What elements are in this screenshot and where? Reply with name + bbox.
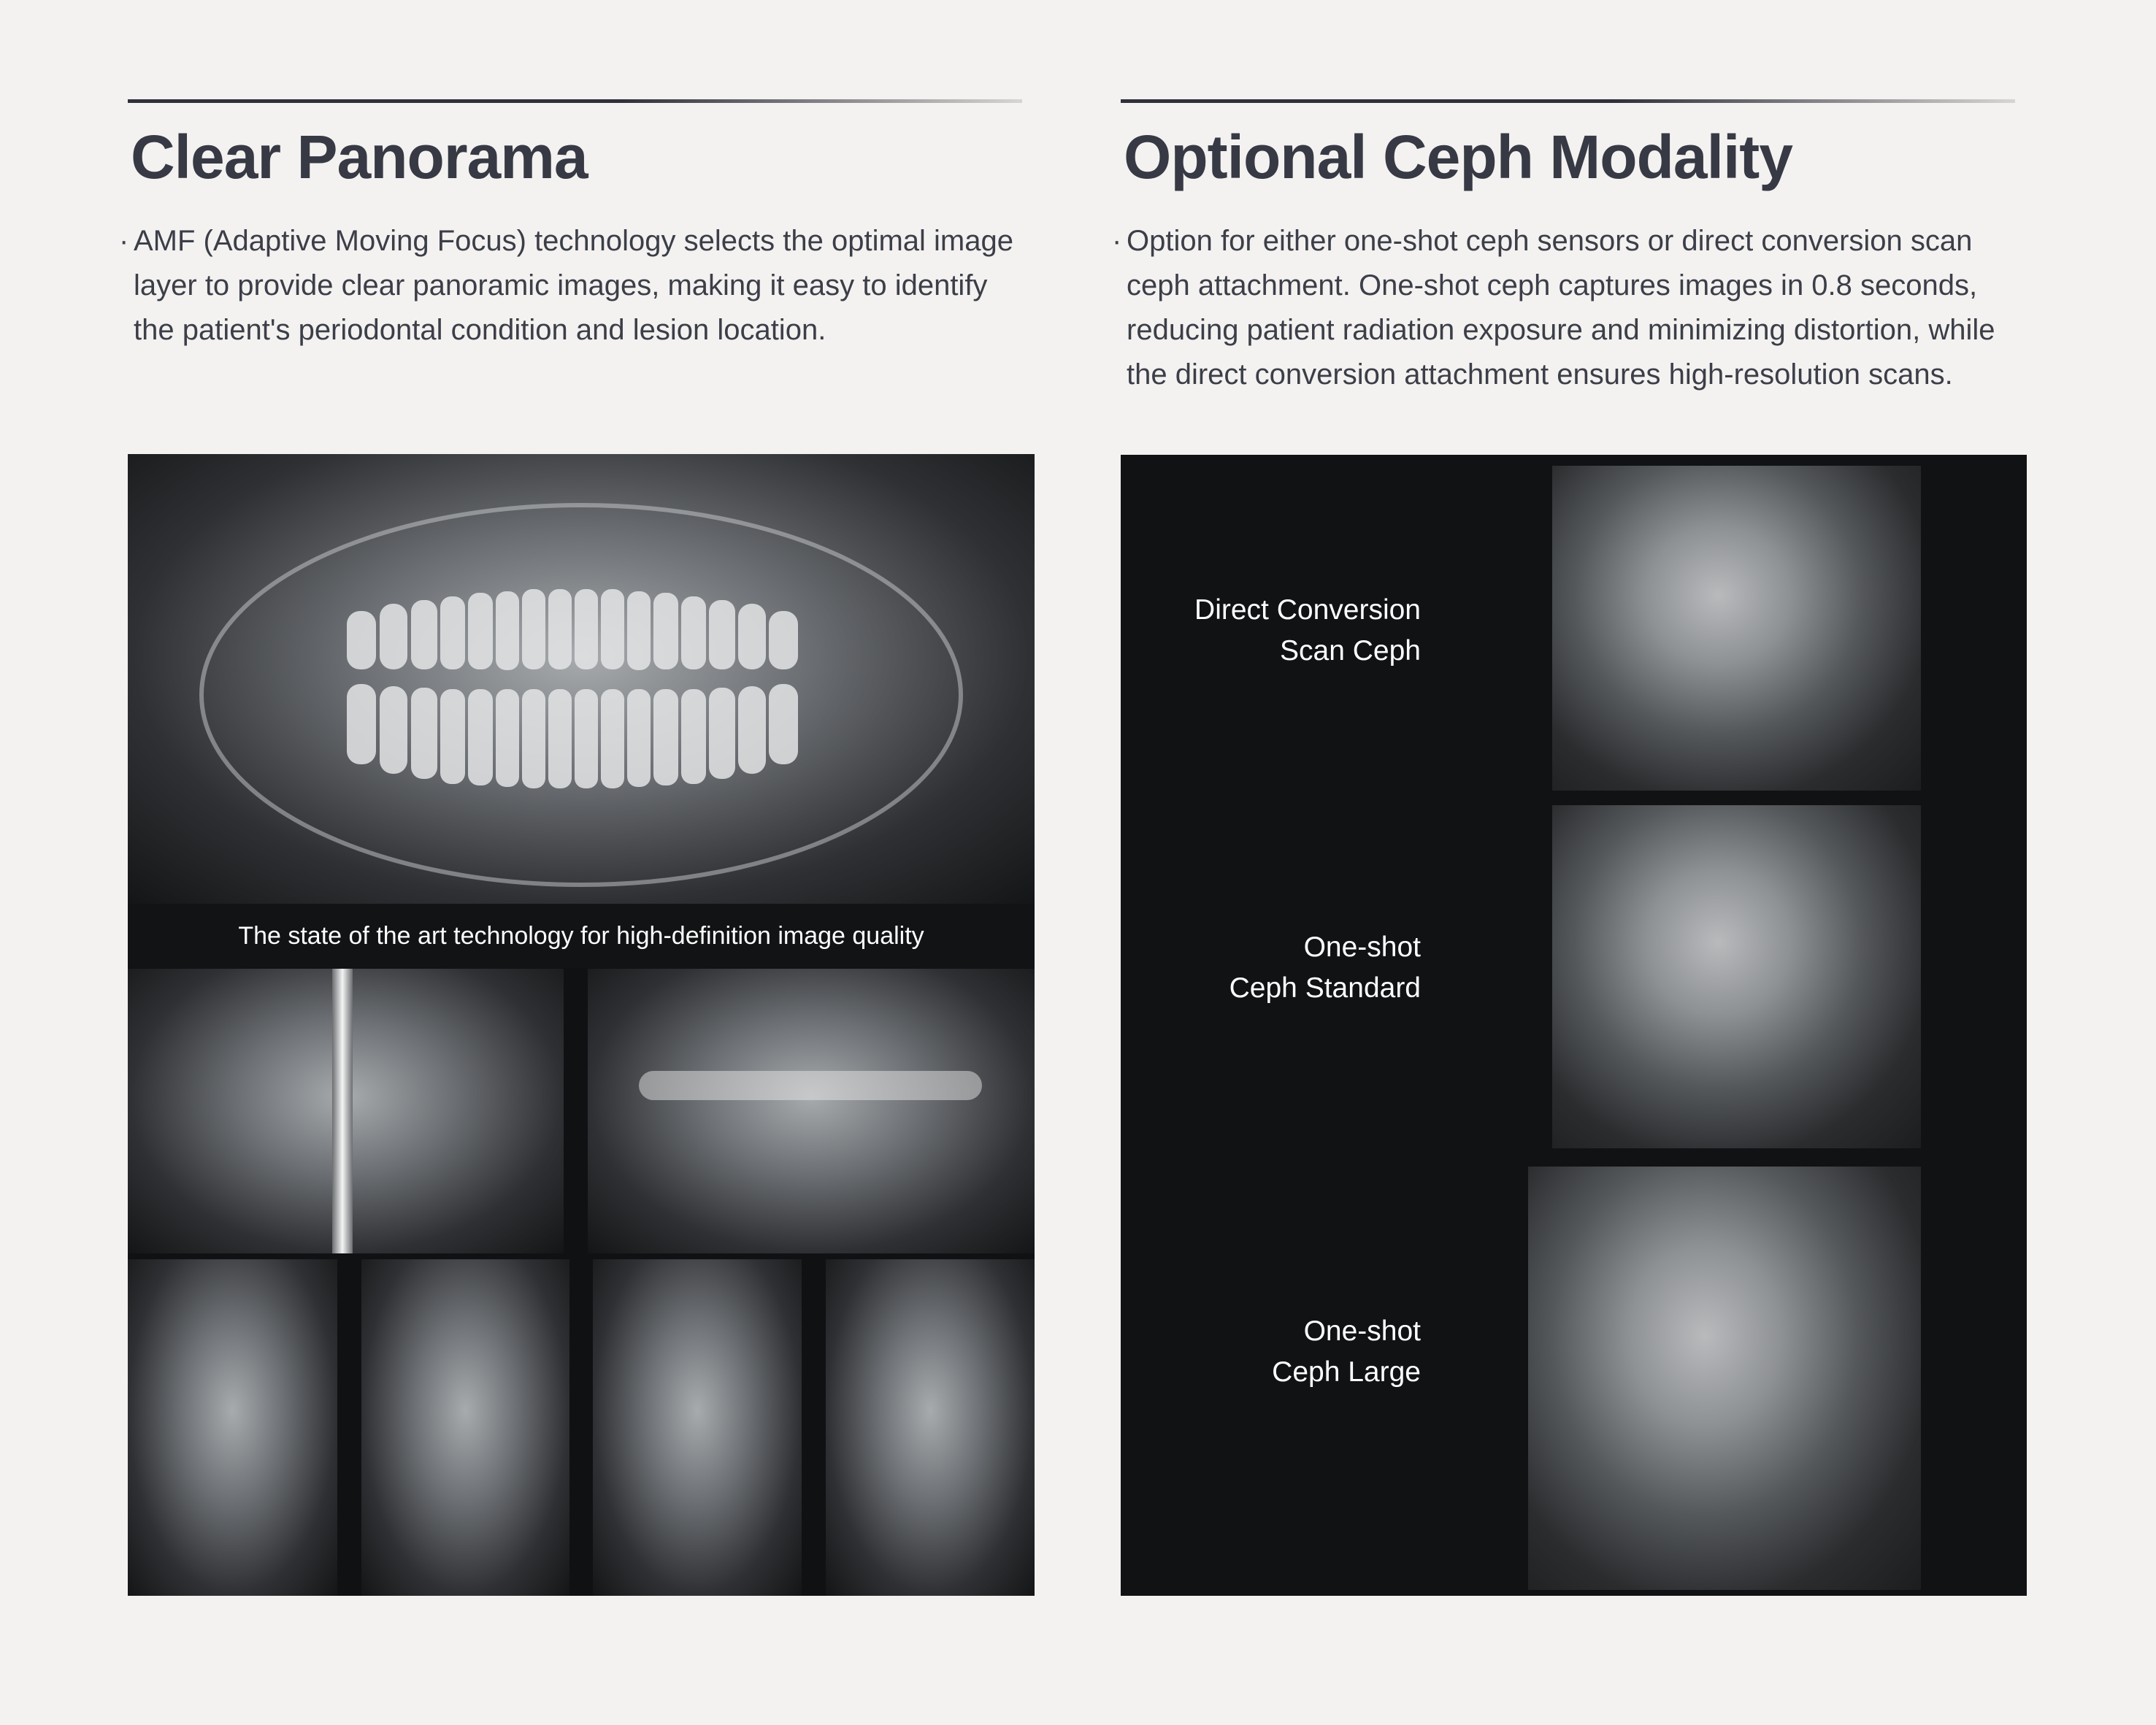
ceph-label-direct-conversion: Direct Conversion Scan Ceph (1194, 594, 1421, 666)
ceph-label-large: One-shot Ceph Large (1272, 1315, 1421, 1388)
panoramic-xray-image (128, 969, 564, 1253)
ceph-xray-image-large (1528, 1167, 1921, 1590)
ceph-xray-image-direct-conversion (1552, 466, 1921, 791)
section-title: Clear Panorama (131, 123, 588, 191)
section-description: · Option for either one-shot ceph sensors or direct conversion scan ceph attachment. One-shot ceph captures images in 0.8 seconds, reducing patient radiation exposure and minimizing distortion, while the direct conversion attachment ensures high-resolution scans. (1127, 219, 2032, 397)
section-description: · AMF (Adaptive Moving Focus) technology selects the optimal image layer to provide clear panoramic images, making it easy to identify the patient's periodontal condition and lesion location. (134, 219, 1035, 353)
tmj-xray-image (593, 1259, 802, 1596)
clear-panorama-section (128, 99, 1033, 353)
ceph-xray-image-standard (1552, 805, 1921, 1148)
ceph-label-standard: One-shot Ceph Standard (1229, 931, 1421, 1004)
image-caption: The state of the art technology for high-definition image quality (128, 904, 1035, 968)
tmj-xray-image (128, 1259, 337, 1596)
ceph-image-panel (1121, 455, 2027, 1596)
panorama-image-panel (128, 454, 1035, 1596)
ceph-modality-section (1121, 99, 2026, 397)
panoramic-xray-image (588, 969, 1035, 1253)
tmj-xray-image (826, 1259, 1035, 1596)
section-divider (1121, 99, 2015, 103)
panoramic-xray-image (128, 454, 1035, 904)
section-title: Optional Ceph Modality (1124, 123, 1792, 191)
section-divider (128, 99, 1022, 103)
tmj-xray-image (361, 1259, 569, 1596)
